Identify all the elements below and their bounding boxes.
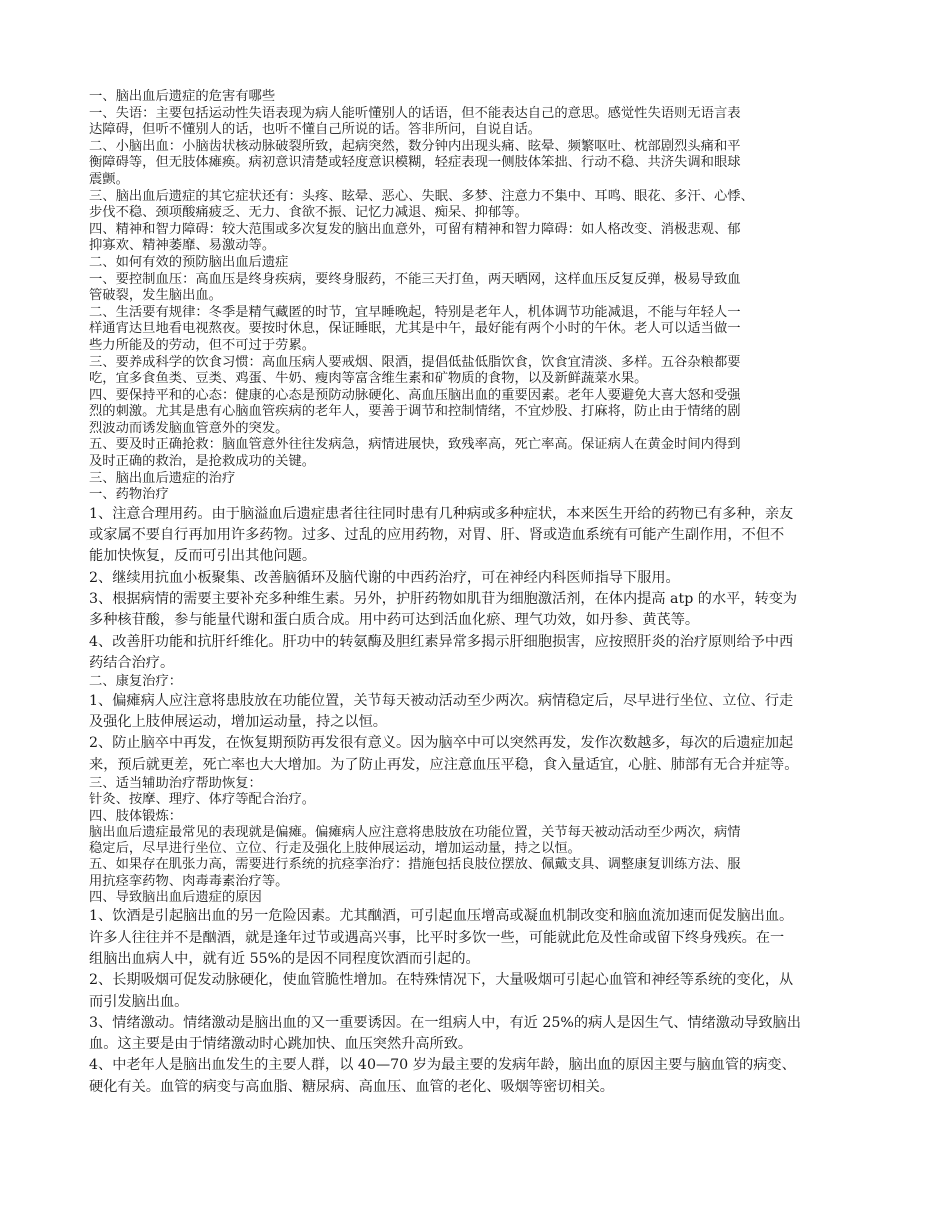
section-rehab-heading bbox=[89, 674, 861, 691]
text-line: 二、康复治疗： bbox=[89, 674, 183, 690]
text-line: 达障碍，但听不懂别人的话，也听不懂自己所说的话。答非所问，自说自话。 bbox=[89, 122, 542, 138]
text-line: 及强化上肢伸展运动，增加运动量，持之以恒。 bbox=[89, 714, 387, 731]
text-line: 及时正确的救治，是抢救成功的关键。 bbox=[89, 454, 316, 470]
section-causes bbox=[89, 906, 861, 1098]
text-line: 4、改善肝功能和抗肝纤维化。肝功中的转氨酶及胆红素异常多揭示肝细胞损害，应按照肝炎的治疗原则给予中西 bbox=[89, 633, 794, 650]
text-line: 吃，宜多食鱼类、豆类、鸡蛋、牛奶、瘦肉等富含维生素和矿物质的食物，以及新鲜蔬菜水果。 bbox=[89, 371, 648, 387]
text-line: 来，预后就更差，死亡率也大大增加。为了防止再发，应注意血压平稳，食入量适宜，心脏、肺部有无合并症等。 bbox=[89, 756, 799, 773]
section-drug-therapy bbox=[89, 504, 861, 674]
text-line: 2、防止脑卒中再发，在恢复期预防再发很有意义。因为脑卒中可以突然再发，发作次数越多，每次的后遗症加起 bbox=[89, 735, 794, 752]
text-line: 五、如果存在肌张力高，需要进行系统的抗痉挛治疗：措施包括良肢位摆放、佩戴支具、调整康复训练方法、服 bbox=[89, 857, 741, 873]
section-rehab-items bbox=[89, 691, 861, 776]
text-line: 一、要控制血压：高血压是终身疾病，要终身服药，不能三天打鱼，两天晒网，这样血压反复反弹，极易导致血 bbox=[89, 271, 741, 287]
text-line: 组脑出血病人中，就有近 55%的是因不同程度饮酒而引起的。 bbox=[89, 950, 480, 967]
text-line: 五、要及时正确抢救：脑血管意外往往发病急，病情进展快，致残率高，死亡率高。保证病人在黄金时间内得到 bbox=[89, 437, 741, 453]
text-line: 一、药物治疗 bbox=[89, 487, 169, 503]
text-line: 四、精神和智力障碍：较大范围或多次复发的脑出血意外，可留有精神和智力障碍：如人格改变、消极悲观、郁 bbox=[89, 221, 741, 237]
text-line: 三、脑出血后遗症的其它症状还有：头疼、眩晕、恶心、失眠、多梦、注意力不集中、耳鸣、眼花、多汗、心悸、 bbox=[89, 188, 754, 204]
text-line: 二、生活要有规律：冬季是精气藏匿的时节，宜早睡晚起，特别是老年人，机体调节功能减退，不能与年轻人一 bbox=[89, 304, 741, 320]
text-line: 稳定后，尽早进行坐位、立位、行走及强化上肢伸展运动，增加运动量，持之以恒。 bbox=[89, 841, 581, 857]
text-line: 4、中老年人是脑出血发生的主要人群，以 40—70 岁为最主要的发病年龄，脑出血的原因主要与脑血管的病变、 bbox=[89, 1057, 796, 1074]
text-line: 步伐不稳、颈项酸痛疲乏、无力、食欲不振、记忆力减退、痴呆、抑郁等。 bbox=[89, 205, 528, 221]
document-body bbox=[89, 89, 861, 1098]
text-line: 针灸、按摩、理疗、体疗等配合治疗。 bbox=[89, 792, 316, 808]
text-line: 二、小脑出血：小脑齿状核动脉破裂所致，起病突然，数分钟内出现头痛、眩晕、频繁呕吐、枕部剧烈头痛和平 bbox=[89, 138, 741, 154]
text-line: 些力所能及的劳动，但不可过于劳累。 bbox=[89, 337, 316, 353]
text-line: 二、如何有效的预防脑出血后遗症 bbox=[89, 254, 289, 270]
text-line: 药结合治疗。 bbox=[89, 654, 175, 671]
text-line: 而引发脑出血。 bbox=[89, 993, 189, 1010]
text-line: 用抗痉挛药物、肉毒毒素治疗等。 bbox=[89, 873, 289, 889]
text-line: 样通宵达旦地看电视熬夜。要按时休息，保证睡眠，尤其是中午，最好能有两个小时的午休。老人可以适当做一 bbox=[89, 321, 741, 337]
section-hazards-prevention bbox=[89, 89, 861, 504]
text-line: 烈的刺激。尤其是患有心脑血管疾病的老年人，要善于调节和控制情绪，不宜炒股、打麻将，防止由于情绪的剧 bbox=[89, 404, 741, 420]
text-line: 四、导致脑出血后遗症的原因 bbox=[89, 890, 262, 906]
text-line: 3、情绪激动。情绪激动是脑出血的又一重要诱因。在一组病人中，有近 25%的病人是因生气、情绪激动导致脑出 bbox=[89, 1014, 801, 1031]
text-line: 2、长期吸烟可促发动脉硬化，使血管脆性增加。在特殊情况下，大量吸烟可引起心血管和神经等系统的变化，从 bbox=[89, 972, 794, 989]
text-line: 1、饮酒是引起脑出血的另一危险因素。尤其酗酒，可引起血压增高或凝血机制改变和脑血流加速而促发脑出血。 bbox=[89, 908, 794, 925]
text-line: 烈波动而诱发脑血管意外的突发。 bbox=[89, 420, 289, 436]
text-line: 3、根据病情的需要主要补充多种维生素。另外，护肝药物如肌苷为细胞激活剂，在体内提高 atp 的水平，转变为 bbox=[89, 591, 798, 608]
text-line: 四、肢体锻炼： bbox=[89, 808, 183, 824]
text-line: 抑寡欢、精神萎靡、易激动等。 bbox=[89, 238, 276, 254]
section-aux-therapy bbox=[89, 776, 861, 906]
text-line: 三、要养成科学的饮食习惯：高血压病人要戒烟、限酒，提倡低盐低脂饮食，饮食宜清淡、多样。五谷杂粮都要 bbox=[89, 354, 741, 370]
text-line: 硬化有关。血管的病变与高血脂、糖尿病、高血压、血管的老化、吸烟等密切相关。 bbox=[89, 1078, 614, 1095]
text-line: 或家属不要自行再加用许多药物。过多、过乱的应用药物，对胃、肝、肾或造血系统有可能产生副作用，不但不 bbox=[89, 527, 785, 544]
text-line: 能加快恢复，反而可引出其他问题。 bbox=[89, 548, 317, 565]
text-line: 脑出血后遗症最常见的表现就是偏瘫。偏瘫病人应注意将患肢放在功能位置，关节每天被动活动至少两次，病情 bbox=[89, 824, 741, 840]
text-line: 多种核苷酸，参与能量代谢和蛋白质合成。用中药可达到活血化瘀、理气功效，如丹参、黄芪等。 bbox=[89, 612, 700, 629]
text-line: 衡障碍等，但无肢体瘫痪。病初意识清楚或轻度意识模糊，轻症表现一侧肢体笨拙、行动不稳、共济失调和眼球 bbox=[89, 155, 741, 171]
text-line: 2、继续用抗血小板聚集、改善脑循环及脑代谢的中西药治疗，可在神经内科医师指导下服用。 bbox=[89, 569, 680, 586]
text-line: 管破裂，发生脑出血。 bbox=[89, 288, 222, 304]
text-line: 震颤。 bbox=[89, 171, 129, 187]
text-line: 1、注意合理用药。由于脑溢血后遗症患者往往同时患有几种病或多种症状，本来医生开给的药物已有多种，亲友 bbox=[89, 505, 794, 522]
text-line: 三、适当辅助治疗帮助恢复： bbox=[89, 776, 262, 791]
text-line: 1、偏瘫病人应注意将患肢放在功能位置，关节每天被动活动至少两次。病情稳定后，尽早进行坐位、立位、行走 bbox=[89, 692, 794, 709]
text-line: 一、脑出血后遗症的危害有哪些 bbox=[89, 89, 276, 104]
text-line: 许多人往往并不是酗酒，就是逢年过节或遇高兴事，比平时多饮一些，可能就此危及性命或留下终身残疾。在一 bbox=[89, 929, 785, 946]
text-line: 一、失语：主要包括运动性失语表现为病人能听懂别人的话语，但不能表达自己的意思。感觉性失语则无语言表 bbox=[89, 105, 741, 121]
text-line: 四、要保持平和的心态：健康的心态是预防动脉硬化、高血压脑出血的重要因素。老年人要避免大喜大怒和受强 bbox=[89, 387, 741, 403]
text-line: 血。这主要是由于情绪激动时心跳加快、血压突然升高所致。 bbox=[89, 1036, 473, 1053]
text-line: 三、脑出血后遗症的治疗 bbox=[89, 470, 236, 486]
